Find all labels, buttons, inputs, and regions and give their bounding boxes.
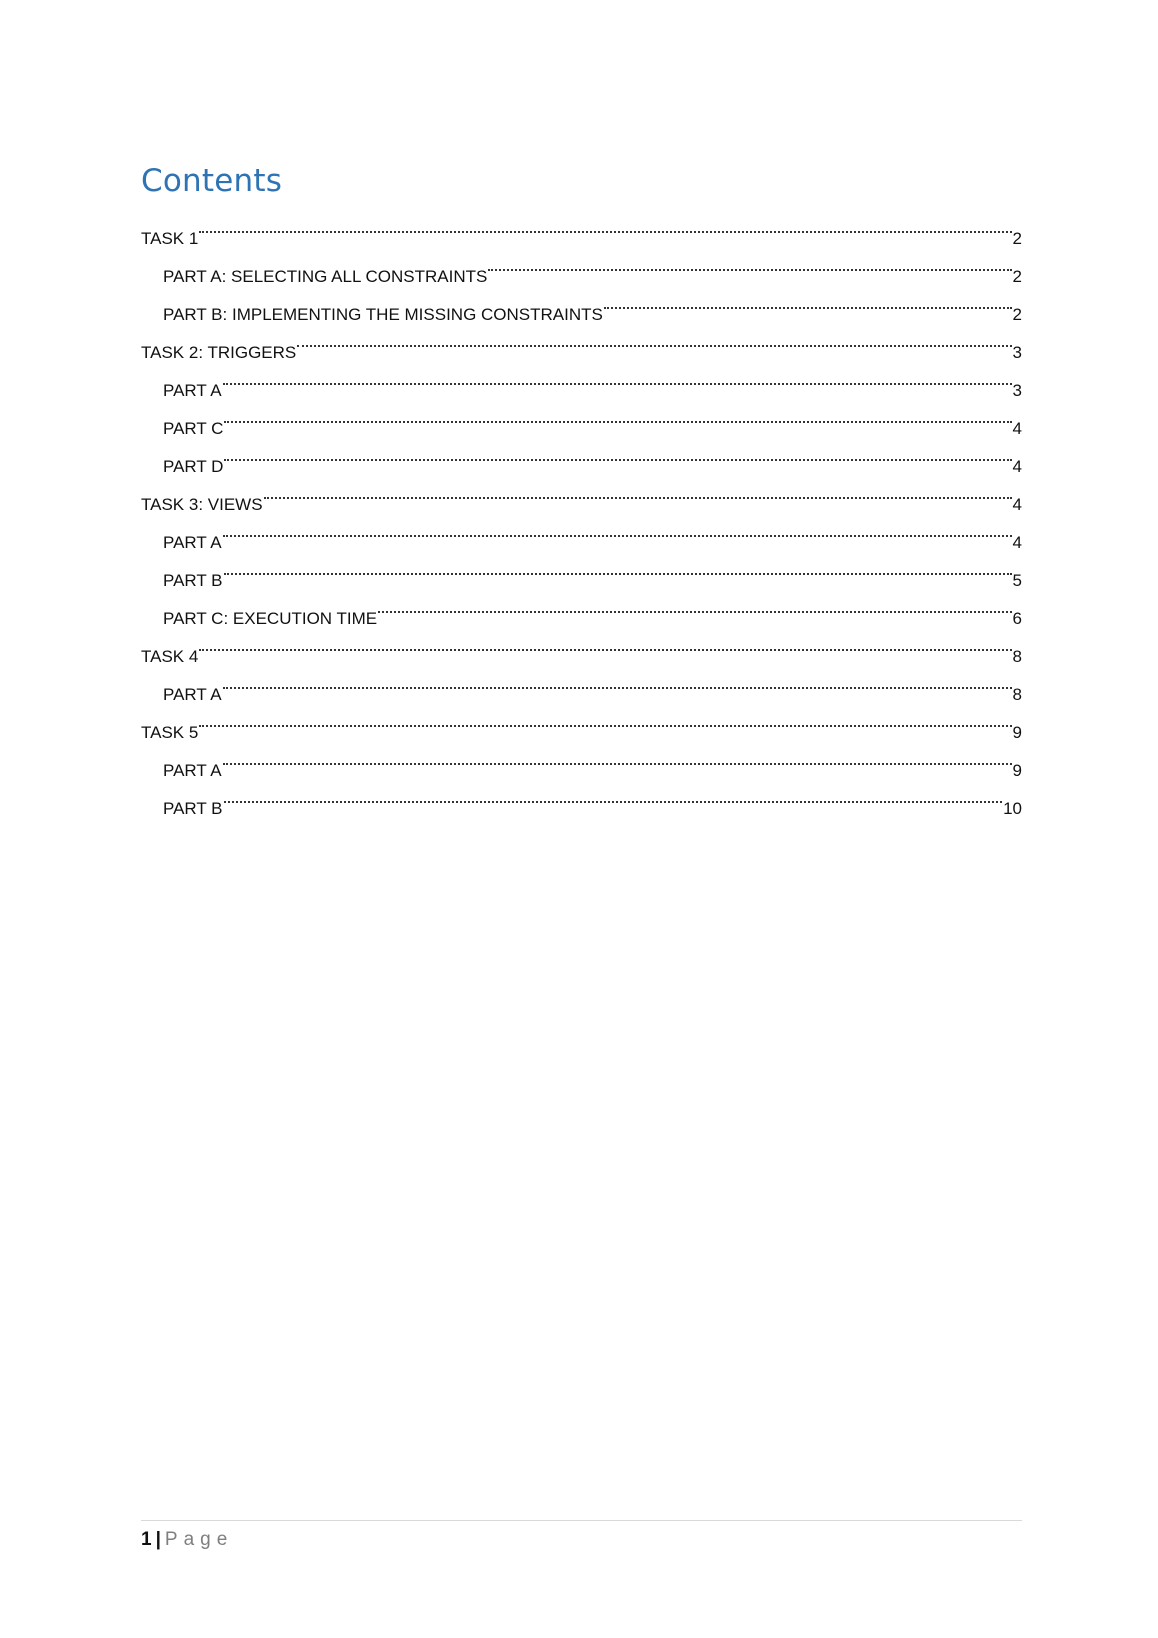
footer-page-number: 1	[141, 1529, 152, 1550]
toc-entry[interactable]	[141, 548, 1022, 590]
toc-dot-leader	[199, 700, 1011, 738]
toc-entry-label: PART A: SELECTING ALL CONSTRAINTS	[163, 267, 488, 286]
toc-entry-page-number: 8	[1012, 647, 1022, 666]
toc-entry-page-number: 10	[1003, 799, 1022, 818]
table-of-contents	[141, 158, 1022, 818]
toc-dot-leader	[199, 624, 1011, 662]
toc-entry[interactable]	[141, 700, 1022, 742]
toc-entry-page-number: 2	[1012, 229, 1022, 248]
toc-entry-page-number: 9	[1012, 761, 1022, 780]
toc-entry-page-number: 5	[1012, 571, 1022, 590]
toc-dot-leader	[297, 320, 1011, 358]
toc-entry[interactable]	[141, 206, 1022, 248]
toc-entry-page-number: 2	[1012, 305, 1022, 324]
toc-dot-leader	[224, 434, 1011, 472]
toc-entry-label: PART A	[163, 533, 222, 552]
toc-entry[interactable]	[141, 396, 1022, 438]
toc-entry-page-number: 4	[1012, 533, 1022, 552]
toc-entry-label: TASK 1	[141, 229, 199, 248]
toc-entry[interactable]	[141, 434, 1022, 476]
toc-entry[interactable]	[141, 738, 1022, 780]
toc-entry-label: TASK 2: TRIGGERS	[141, 343, 297, 362]
toc-entry-label: PART A	[163, 761, 222, 780]
footer-page-word: Page	[164, 1529, 234, 1550]
toc-entry-label: PART B	[163, 571, 223, 590]
toc-entry-label: PART B	[163, 799, 223, 818]
toc-entry-page-number: 3	[1012, 381, 1022, 400]
toc-entry-label: PART B: IMPLEMENTING THE MISSING CONSTRAINTS	[163, 305, 603, 324]
toc-dot-leader	[224, 548, 1012, 586]
toc-entry-page-number: 3	[1012, 343, 1022, 362]
toc-entry-page-number: 6	[1012, 609, 1022, 628]
toc-dot-leader	[604, 282, 1012, 320]
toc-dot-leader	[224, 396, 1011, 434]
toc-entry[interactable]	[141, 472, 1022, 514]
toc-dot-leader	[223, 662, 1012, 700]
toc-entry[interactable]	[141, 510, 1022, 552]
toc-entry-page-number: 4	[1012, 495, 1022, 514]
toc-entry-label: TASK 5	[141, 723, 199, 742]
toc-entry-label: PART A	[163, 381, 222, 400]
toc-entry-page-number: 4	[1012, 419, 1022, 438]
toc-entry[interactable]	[141, 776, 1022, 818]
toc-dot-leader	[223, 738, 1012, 776]
toc-title: Contents	[141, 163, 283, 199]
toc-entry-page-number: 2	[1012, 267, 1022, 286]
toc-entry[interactable]	[141, 358, 1022, 400]
toc-entry-label: PART D	[163, 457, 224, 476]
toc-entry[interactable]	[141, 662, 1022, 704]
footer-separator: |	[155, 1529, 161, 1550]
toc-entry-page-number: 8	[1012, 685, 1022, 704]
toc-entry[interactable]	[141, 624, 1022, 666]
toc-entry-label: TASK 4	[141, 647, 199, 666]
toc-entry-label: PART A	[163, 685, 222, 704]
toc-entry-label: TASK 3: VIEWS	[141, 495, 263, 514]
toc-dot-leader	[488, 244, 1011, 282]
toc-dot-leader	[199, 206, 1011, 244]
toc-dot-leader	[378, 586, 1011, 624]
toc-dot-leader	[224, 776, 1003, 814]
toc-entry-label: PART C: EXECUTION TIME	[163, 609, 378, 628]
toc-entry[interactable]	[141, 586, 1022, 628]
toc-entry-label: PART C	[163, 419, 224, 438]
toc-entry-page-number: 9	[1012, 723, 1022, 742]
page-footer	[141, 1520, 1022, 1555]
toc-entry[interactable]	[141, 244, 1022, 286]
toc-dot-leader	[223, 510, 1012, 548]
toc-entry-page-number: 4	[1012, 457, 1022, 476]
toc-dot-leader	[223, 358, 1012, 396]
toc-list	[141, 206, 1022, 818]
toc-dot-leader	[264, 472, 1012, 510]
